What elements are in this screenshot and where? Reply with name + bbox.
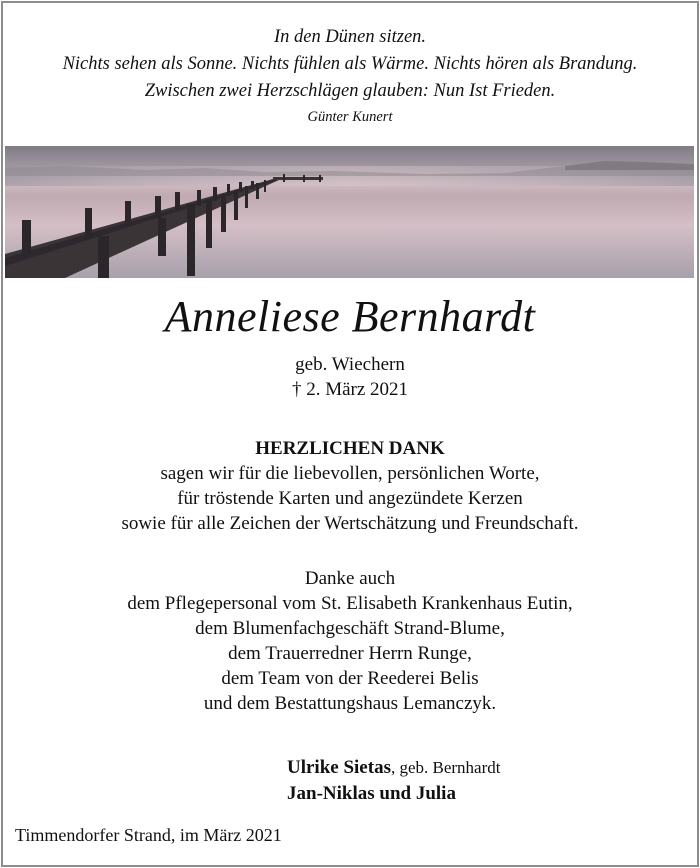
notice-frame [1,1,699,867]
deceased-name: Anneliese Bernhardt [164,292,536,341]
signer-birth-name: , geb. Bernhardt [390,758,501,777]
signer-line-1 [287,755,501,781]
thanks-heading: HERZLICHEN DANK [255,438,445,459]
thanks-line: sagen wir für die liebevollen, persönlichen Worte, [160,463,540,484]
also-thanks-line: und dem Bestattungshaus Lemanczyk. [203,693,497,714]
also-thanks-line: dem Team von der Reederei Belis [221,668,479,689]
thanks-block [0,436,700,536]
quote-line: Nichts sehen als Sonne. Nichts fühlen als Wärme. Nichts hören als Brandung. [62,54,638,74]
also-thanks-block [0,566,700,716]
signer-line-2 [287,781,501,807]
also-thanks-intro: Danke auch [304,568,396,589]
signer-name: Ulrike Sietas [287,757,391,778]
signer-name: Jan-Niklas und Julia [287,783,456,804]
quote-line: Zwischen zwei Herzschlägen glauben: Nun Ist Frieden. [144,81,556,101]
quote-line: In den Dünen sitzen. [273,27,427,47]
birth-name: geb. Wiechern [295,354,405,375]
thanks-line: sowie für alle Zeichen der Wertschätzung und Freundschaft. [121,513,579,534]
deceased-details [0,352,700,402]
lake-pier-photo [5,146,694,278]
signers-block [287,755,501,807]
quote-block [0,24,700,127]
also-thanks-line: dem Trauerredner Herrn Runge, [228,643,472,664]
place-date: Timmendorfer Strand, im März 2021 [15,825,282,845]
thanks-line: für tröstende Karten und angezündete Kerzen [177,488,523,509]
also-thanks-line: dem Blumenfachgeschäft Strand-Blume, [195,618,505,639]
also-thanks-line: dem Pflegepersonal vom St. Elisabeth Krankenhaus Eutin, [127,593,573,614]
death-date: † 2. März 2021 [291,379,409,400]
quote-author: Günter Kunert [307,109,393,125]
